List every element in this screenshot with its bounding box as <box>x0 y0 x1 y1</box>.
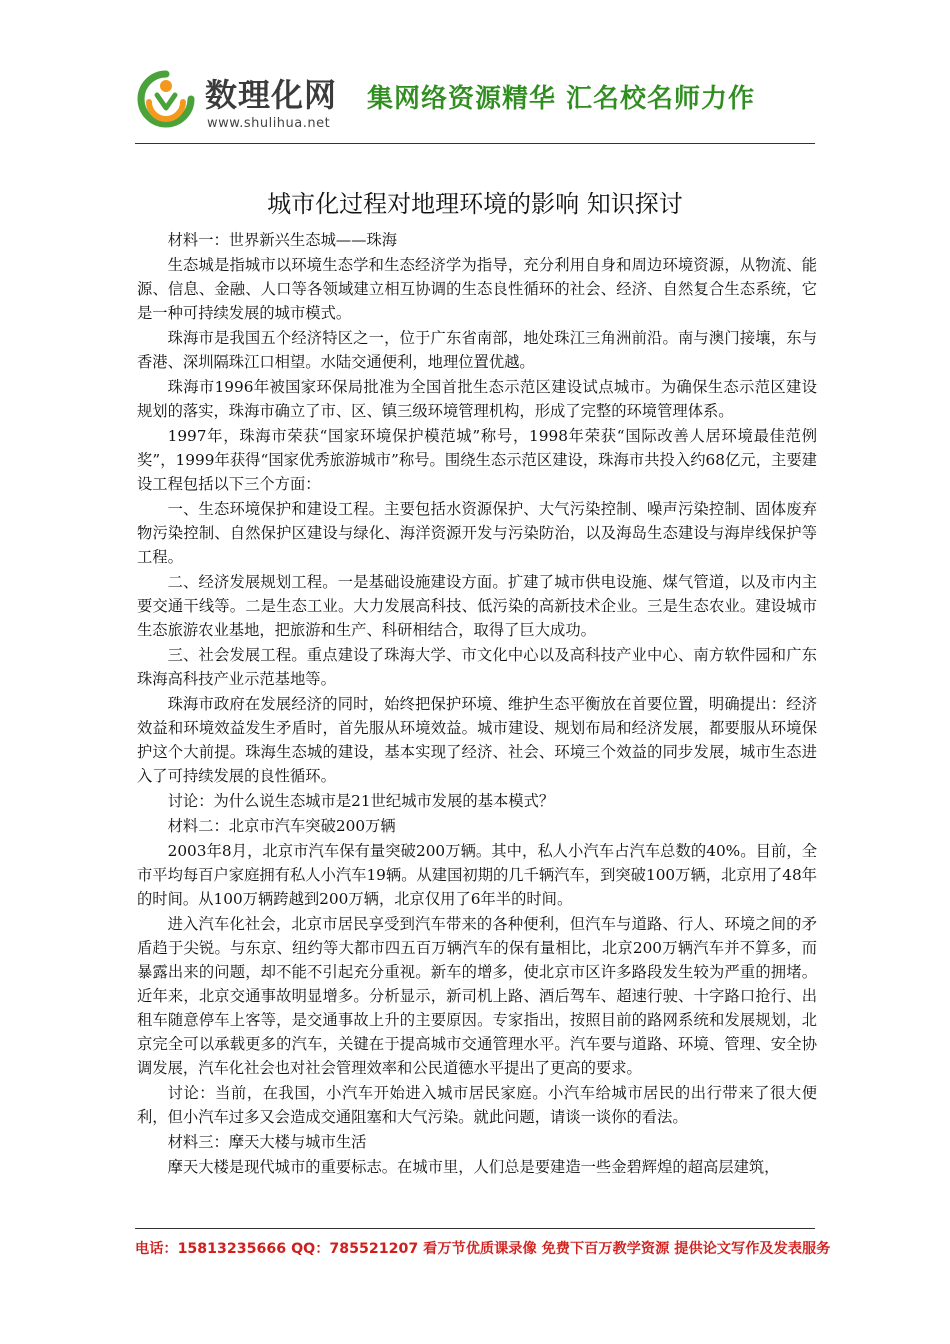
paragraph: 三、社会发展工程。重点建设了珠海大学、市文化中心以及高科技产业中心、南方软件园和广东珠海高科技产业示范基地等。 <box>137 646 817 688</box>
footer-divider <box>135 1228 815 1229</box>
page-title: 城市化过程对地理环境的影响 知识探讨 <box>267 190 683 218</box>
paragraph: 讨论：当前，在我国，小汽车开始进入城市居民家庭。小汽车给城市居民的出行带来了很大便利，但小汽车过多又会造成交通阻塞和大气污染。就此问题，请谈一谈你的看法。 <box>137 1084 817 1126</box>
paragraph: 材料二：北京市汽车突破200万辆 <box>167 817 396 835</box>
shulihua-logo-icon <box>135 68 197 130</box>
paragraph: 一、生态环境保护和建设工程。主要包括水资源保护、大气污染控制、噪声污染控制、固体废弃物污染控制、自然保护区建设与绿化、海洋资源开发与污染防治，以及海岛生态建设与海岸线保护等工程。 <box>137 500 817 566</box>
paragraph: 2003年8月，北京市汽车保有量突破200万辆。其中，私人小汽车占汽车总数的40%。目前，全市平均每百户家庭拥有私人小汽车19辆。从建国初期的几千辆汽车，到突破100万辆，北京用了48年的时间。从100万辆跨越到200万辆，北京仅用了6年半的时间。 <box>137 842 818 908</box>
brand-name: 数理化网 <box>205 76 338 114</box>
paragraph: 进入汽车化社会，北京市居民享受到汽车带来的各种便利，但汽车与道路、行人、环境之间的矛盾趋于尖锐。与东京、纽约等大都市四五百万辆汽车的保有量相比，北京200万辆汽车并不算多，而暴露出来的问题，却不能不引起充分重视。新车的增多，使北京市区许多路段发生较为严重的拥堵。近年来，北京交通事故明显增多。分析显示，新司机上路、酒后驾车、超速行驶、十字路口抢行、出租车随意停车上客等，是交通事故上升的主要原因。专家指出，按照目前的路网系统和发展规划，北京完全可以承载更多的汽车，关键在于提高城市交通管理水平。汽车要与道路、环境、管理、安全协调发展，汽车化社会也对社会管理效率和公民道德水平提出了更高的要求。 <box>137 915 817 1077</box>
article-body <box>137 228 817 1180</box>
paragraph: 材料三：摩天大楼与城市生活 <box>167 1133 367 1151</box>
footer-contact: 电话：15813235666 QQ：785521207 看万节优质课录像 免费下百万教学资源 提供论文写作及发表服务 <box>135 1241 831 1257</box>
header-divider <box>135 143 815 144</box>
site-url[interactable]: www.shulihua.net <box>207 116 331 131</box>
paragraph: 二、经济发展规划工程。一是基础设施建设方面。扩建了城市供电设施、煤气管道，以及市内主要交通干线等。二是生态工业。大力发展高科技、低污染的高新技术企业。三是生态农业。建设城市生态旅游农业基地，把旅游和生产、科研相结合，取得了巨大成功。 <box>137 573 817 639</box>
paragraph: 珠海市1996年被国家环保局批准为全国首批生态示范区建设试点城市。为确保生态示范区建设规划的落实，珠海市确立了市、区、镇三级环境管理机构，形成了完整的环境管理体系。 <box>137 378 817 420</box>
page-header <box>135 62 815 142</box>
paragraph: 生态城是指城市以环境生态学和生态经济学为指导，充分利用自身和周边环境资源，从物流、能源、信息、金融、人口等各领域建立相互协调的生态良性循环的社会、经济、自然复合生态系统，它是一种可持续发展的城市模式。 <box>137 256 817 322</box>
paragraph: 1997年，珠海市荣获“国家环境保护模范城”称号，1998年荣获“国际改善人居环境最佳范例奖”，1999年获得“国家优秀旅游城市”称号。围绕生态示范区建设，珠海市共投入约68亿元，主要建设工程包括以下三个方面： <box>137 427 817 493</box>
paragraph: 讨论：为什么说生态城市是21世纪城市发展的基本模式？ <box>167 792 555 810</box>
site-slogan: 集网络资源精华 汇名校名师力作 <box>367 84 756 114</box>
paragraph: 珠海市是我国五个经济特区之一，位于广东省南部，地处珠江三角洲前沿。南与澳门接壤，东与香港、深圳隔珠江口相望。水陆交通便利，地理位置优越。 <box>137 329 817 371</box>
paragraph: 材料一：世界新兴生态城——珠海 <box>167 231 398 249</box>
paragraph: 摩天大楼是现代城市的重要标志。在城市里，人们总是要建造一些金碧辉煌的超高层建筑， <box>167 1158 780 1176</box>
paragraph: 珠海市政府在发展经济的同时，始终把保护环境、维护生态平衡放在首要位置，明确提出：经济效益和环境效益发生矛盾时，首先服从环境效益。城市建设、规划布局和经济发展，都要服从环境保护这个大前提。珠海生态城的建设，基本实现了经济、社会、环境三个效益的同步发展，城市生态进入了可持续发展的良性循环。 <box>137 695 817 785</box>
